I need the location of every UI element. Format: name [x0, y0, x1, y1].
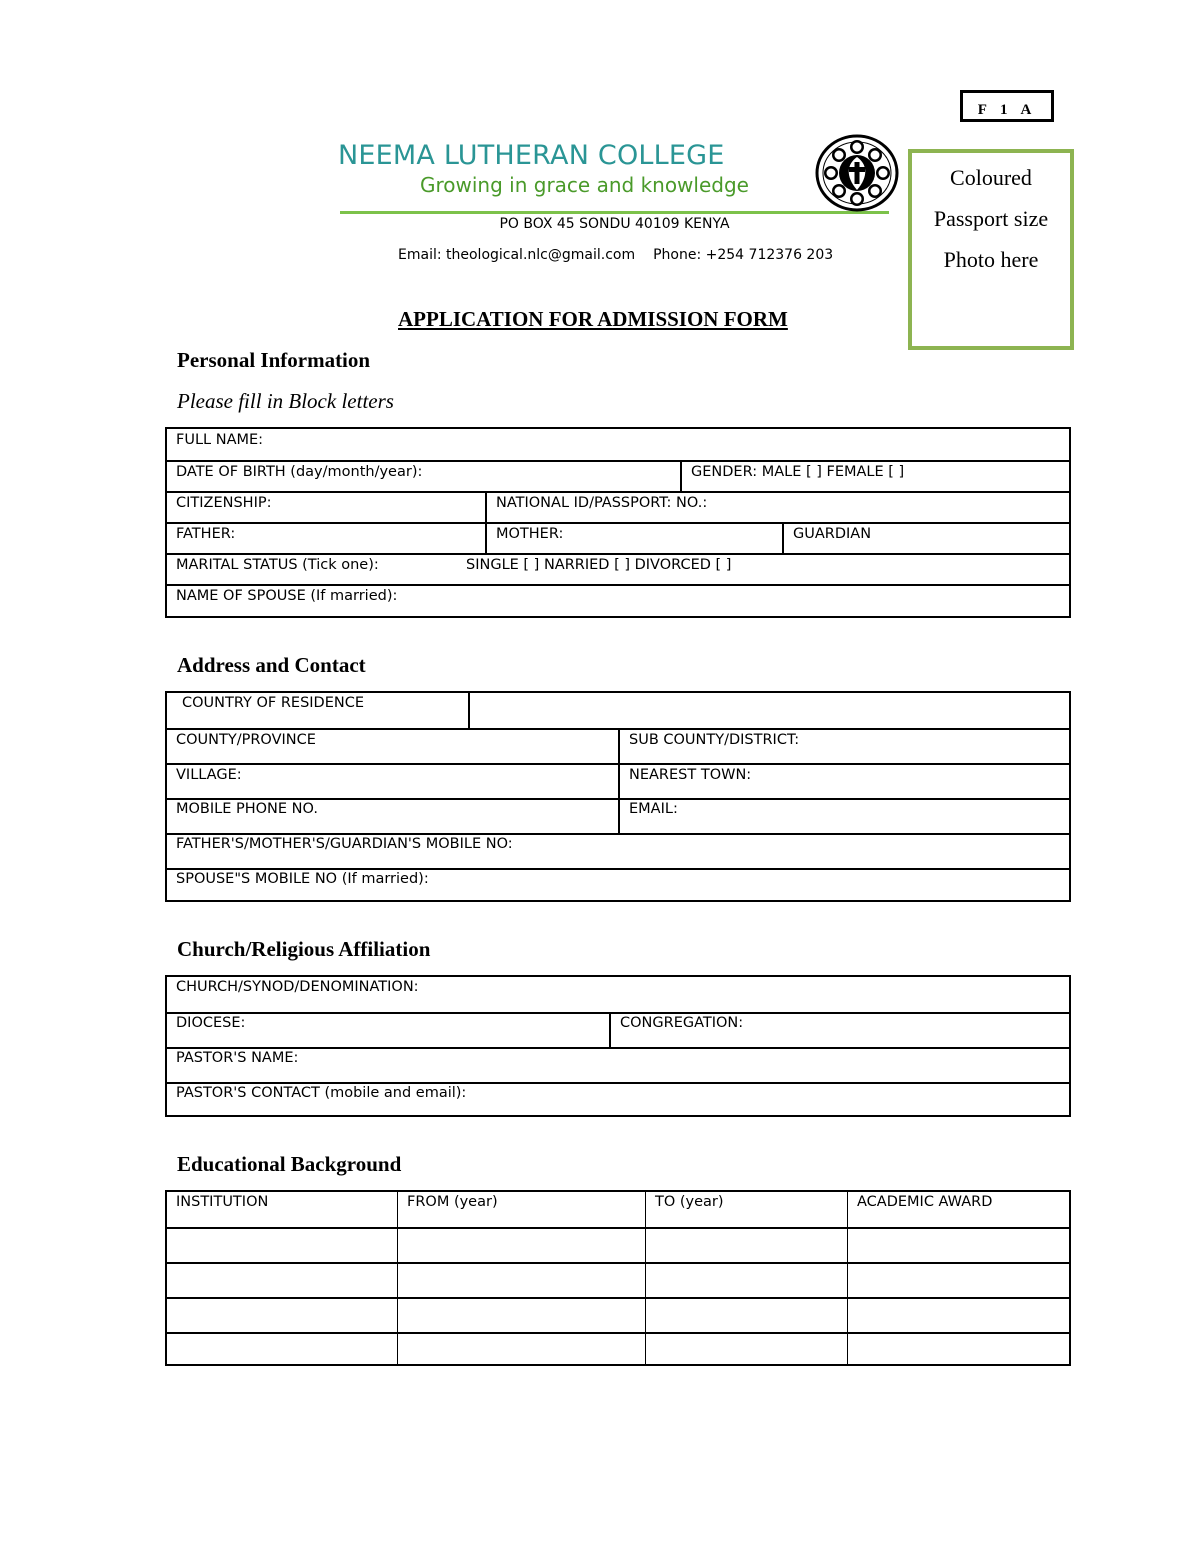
mother-field[interactable]: MOTHER: [485, 524, 782, 555]
institution-cell[interactable] [167, 1264, 397, 1299]
photo-box-line: Photo here [943, 247, 1039, 272]
table-row [167, 1047, 1069, 1084]
church-affiliation-heading: Church/Religious Affiliation [177, 937, 431, 961]
college-address: PO BOX 45 SONDU 40109 KENYA [499, 216, 730, 232]
table-row [167, 1297, 1069, 1334]
table-row [167, 460, 1069, 493]
college-tagline: Growing in grace and knowledge [420, 173, 749, 197]
personal-info-table [165, 427, 1071, 618]
column-header-from-year: FROM (year) [397, 1192, 645, 1227]
church-affiliation-table [165, 975, 1071, 1117]
pastor-name-field[interactable]: PASTOR'S NAME: [176, 1050, 299, 1066]
table-row [167, 728, 1069, 765]
to-year-cell[interactable] [645, 1299, 847, 1334]
form-title: APPLICATION FOR ADMISSION FORM [398, 307, 788, 331]
marital-status-options[interactable]: SINGLE [ ] NARRIED [ ] DIVORCED [ ] [466, 557, 732, 573]
table-row [167, 522, 1069, 555]
country-of-residence-label: COUNTRY OF RESIDENCE [182, 695, 365, 711]
denomination-field[interactable]: CHURCH/SYNOD/DENOMINATION: [176, 979, 419, 995]
village-field[interactable]: VILLAGE: [176, 767, 242, 783]
address-contact-table [165, 691, 1071, 902]
table-row [167, 1227, 1069, 1264]
from-year-cell[interactable] [397, 1264, 645, 1299]
academic-award-cell[interactable] [847, 1264, 1069, 1299]
column-header-to-year: TO (year) [645, 1192, 847, 1227]
institution-cell[interactable] [167, 1334, 397, 1366]
diocese-field[interactable]: DIOCESE: [176, 1015, 246, 1031]
table-row [167, 1332, 1069, 1366]
to-year-cell[interactable] [645, 1264, 847, 1299]
academic-award-cell[interactable] [847, 1229, 1069, 1264]
table-row [167, 833, 1069, 870]
table-row [167, 429, 1069, 460]
citizenship-field[interactable]: CITIZENSHIP: [176, 495, 272, 511]
marital-status-field[interactable] [167, 555, 1069, 586]
table-row [167, 977, 1069, 1012]
from-year-cell[interactable] [397, 1334, 645, 1366]
sub-county-field[interactable]: SUB COUNTY/DISTRICT: [618, 730, 1069, 765]
academic-award-cell[interactable] [847, 1299, 1069, 1334]
table-row [167, 798, 1069, 835]
spouse-name-field[interactable]: NAME OF SPOUSE (If married): [176, 588, 398, 604]
marital-status-label: MARITAL STATUS (Tick one): [176, 557, 379, 573]
form-code-box: F 1 A [960, 90, 1054, 122]
nearest-town-field[interactable]: NEAREST TOWN: [618, 765, 1069, 800]
passport-photo-box [908, 149, 1074, 350]
column-header-academic-award: ACADEMIC AWARD [847, 1192, 1069, 1227]
college-email: Email: theological.nlc@gmail.com [398, 247, 636, 263]
guardian-field[interactable]: GUARDIAN [782, 524, 1069, 555]
photo-box-line: Coloured [950, 165, 1032, 190]
national-id-field[interactable]: NATIONAL ID/PASSPORT: NO.: [485, 493, 1069, 524]
column-header-institution: INSTITUTION [176, 1194, 269, 1210]
table-row [167, 1012, 1069, 1049]
education-heading: Educational Background [177, 1152, 402, 1176]
from-year-cell[interactable] [397, 1299, 645, 1334]
college-seal-logo [815, 134, 899, 212]
table-row [167, 553, 1069, 586]
personal-info-heading: Personal Information [177, 348, 371, 372]
congregation-field[interactable]: CONGREGATION: [609, 1014, 1069, 1049]
college-name: NEEMA LUTHERAN COLLEGE [338, 140, 725, 171]
address-contact-heading: Address and Contact [177, 653, 366, 677]
academic-award-cell[interactable] [847, 1334, 1069, 1366]
country-of-residence-field[interactable] [468, 693, 1069, 728]
contact-line [398, 247, 833, 263]
pastor-contact-field[interactable]: PASTOR'S CONTACT (mobile and email): [176, 1085, 467, 1101]
table-row [167, 763, 1069, 800]
table-row [167, 584, 1069, 618]
father-field[interactable]: FATHER: [176, 526, 236, 542]
table-row [167, 693, 1069, 728]
institution-cell[interactable] [167, 1299, 397, 1334]
date-of-birth-field[interactable]: DATE OF BIRTH (day/month/year): [176, 464, 423, 480]
gender-field[interactable]: GENDER: MALE [ ] FEMALE [ ] [680, 462, 1069, 493]
from-year-cell[interactable] [397, 1229, 645, 1264]
institution-cell[interactable] [167, 1229, 397, 1264]
county-province-field[interactable]: COUNTY/PROVINCE [176, 732, 316, 748]
college-phone: Phone: +254 712376 203 [653, 247, 834, 263]
table-row [167, 491, 1069, 524]
table-row [167, 868, 1069, 902]
table-row [167, 1262, 1069, 1299]
education-table [165, 1190, 1071, 1366]
mobile-phone-field[interactable]: MOBILE PHONE NO. [176, 801, 318, 817]
email-field[interactable]: EMAIL: [618, 800, 1069, 835]
parent-mobile-field[interactable]: FATHER'S/MOTHER'S/GUARDIAN'S MOBILE NO: [176, 836, 513, 852]
to-year-cell[interactable] [645, 1229, 847, 1264]
spouse-mobile-field[interactable]: SPOUSE"S MOBILE NO (If married): [176, 871, 429, 887]
to-year-cell[interactable] [645, 1334, 847, 1366]
table-header-row [167, 1192, 1069, 1227]
table-row [167, 1082, 1069, 1117]
photo-box-line: Passport size [933, 206, 1049, 231]
full-name-field[interactable]: FULL NAME: [176, 432, 264, 448]
block-letters-instruction: Please fill in Block letters [177, 389, 394, 413]
header-divider [340, 211, 889, 214]
